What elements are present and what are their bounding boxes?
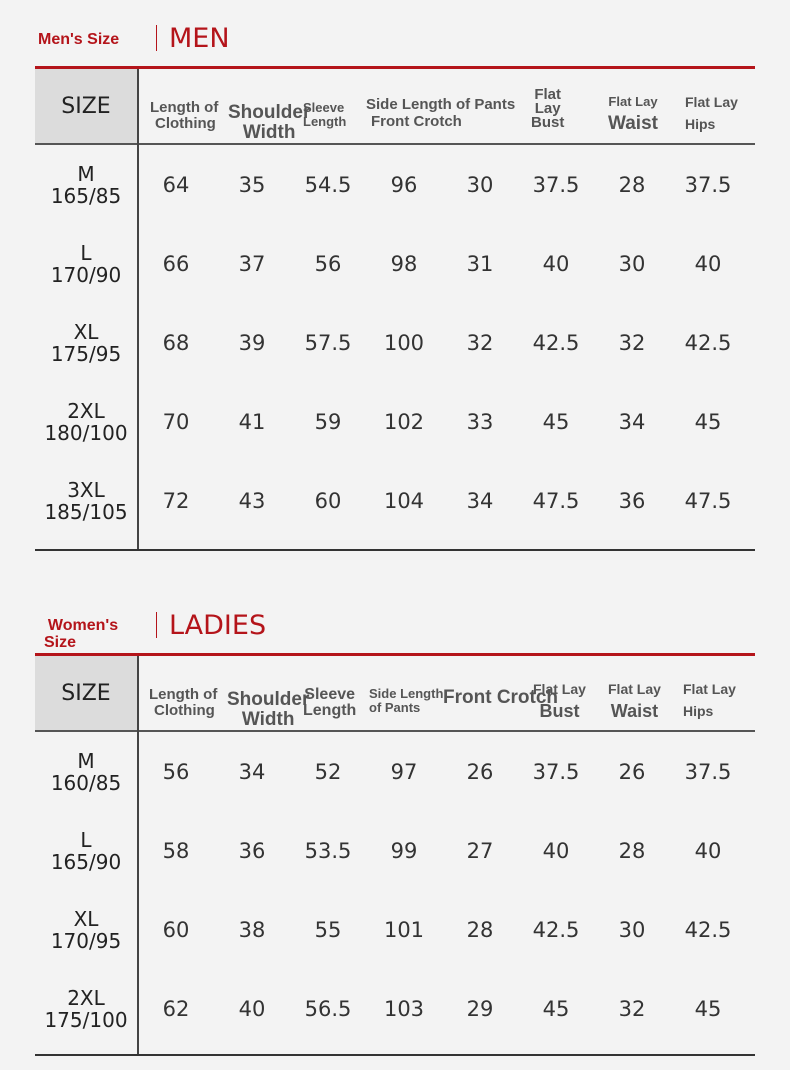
measurement-cell: 28	[466, 917, 494, 942]
row-size-cell	[35, 382, 137, 461]
measurement-cell: 40	[694, 251, 722, 276]
table-row	[35, 732, 755, 811]
measurement-cell: 30	[618, 917, 646, 942]
measurement-cell: 37.5	[532, 759, 580, 784]
header-sleeve-length: Sleeve Length	[303, 686, 357, 719]
row-size-cell	[35, 811, 137, 890]
table-header	[35, 69, 755, 145]
size-header: SIZE	[35, 656, 137, 730]
header-length-of-clothing: Length of Clothing	[149, 686, 218, 719]
measurement-cell: 62	[162, 996, 190, 1021]
measurement-cell: 36	[238, 838, 266, 863]
men-size-label: Men's Size	[38, 31, 120, 48]
measurement-cell: 72	[162, 488, 190, 513]
body-measurement: 175/100	[44, 1007, 128, 1032]
measurement-cell: 37.5	[532, 172, 580, 197]
measurement-cell: 26	[466, 759, 494, 784]
measurement-cell: 45	[694, 996, 722, 1021]
measurement-cell: 58	[162, 838, 190, 863]
measurement-cell: 40	[238, 996, 266, 1021]
body-measurement: 170/95	[50, 928, 122, 953]
header-length-of-clothing: Length of Clothing	[150, 99, 219, 132]
measurement-cell: 68	[162, 330, 190, 355]
table-row	[35, 145, 755, 224]
header-front-crotch: Front Crotch	[443, 687, 559, 708]
measurement-cell: 56	[162, 759, 190, 784]
men-title: MEN	[169, 23, 230, 54]
measurement-cell: 70	[162, 409, 190, 434]
measurement-cell: 41	[238, 409, 266, 434]
body-measurement: 165/90	[50, 849, 122, 874]
body-measurement: 185/105	[44, 499, 128, 524]
measurement-cell: 29	[466, 996, 494, 1021]
size-code: 2XL	[67, 985, 105, 1010]
measurement-cell: 37.5	[684, 172, 732, 197]
measurement-cell: 101	[383, 917, 425, 942]
header-sleeve-length: Sleeve Length	[303, 100, 347, 129]
measurement-cell: 45	[694, 409, 722, 434]
measurement-cell: 39	[238, 330, 266, 355]
header-shoulder-width: Shoulder Width	[227, 689, 310, 730]
measurement-cell: 47.5	[684, 488, 732, 513]
measurement-cell: 32	[466, 330, 494, 355]
header-flat-lay-bust: Flat Lay Bust	[531, 86, 565, 131]
measurement-cell: 104	[383, 488, 425, 513]
header-flat-lay-waist: Flat Lay Waist	[608, 681, 661, 721]
measurement-cell: 43	[238, 488, 266, 513]
row-size-cell	[35, 145, 137, 224]
table-row	[35, 969, 755, 1048]
measurement-cell: 98	[390, 251, 418, 276]
measurement-cell: 27	[466, 838, 494, 863]
table-header	[35, 656, 755, 732]
header-front-crotch: Front Crotch	[371, 113, 462, 130]
header-flat-lay-waist: Flat Lay Waist	[608, 94, 658, 134]
body-measurement: 170/90	[50, 262, 122, 287]
size-code: L	[80, 240, 92, 265]
men-title-row	[0, 0, 790, 60]
measurement-cell: 32	[618, 996, 646, 1021]
header-flat-lay-bust: Flat Lay Bust	[533, 681, 586, 721]
measurement-cell: 45	[542, 409, 570, 434]
women-title: LADIES	[169, 610, 267, 641]
row-size-cell	[35, 732, 137, 811]
row-size-cell	[35, 461, 137, 540]
size-code: M	[77, 748, 95, 773]
table-row	[35, 303, 755, 382]
measurement-cell: 66	[162, 251, 190, 276]
header-side-length-of-pants: Side Length of Pants	[369, 686, 444, 715]
measurement-cell: 34	[618, 409, 646, 434]
table-row	[35, 890, 755, 969]
body-measurement: 160/85	[50, 770, 122, 795]
measurement-cell: 38	[238, 917, 266, 942]
header-flat-lay-hips: Flat Lay Hips	[685, 94, 738, 132]
row-size-cell	[35, 969, 137, 1048]
measurement-cell: 55	[314, 917, 342, 942]
body-measurement: 180/100	[44, 420, 128, 445]
men-size-table	[35, 66, 755, 551]
measurement-cell: 28	[618, 172, 646, 197]
row-size-cell	[35, 890, 137, 969]
measurement-cell: 56	[314, 251, 342, 276]
body-measurement: 165/85	[50, 183, 122, 208]
body-measurement: 175/95	[50, 341, 122, 366]
measurement-cell: 97	[390, 759, 418, 784]
measurement-cell: 57.5	[304, 330, 352, 355]
table-row	[35, 461, 755, 540]
measurement-cell: 56.5	[304, 996, 352, 1021]
table-row	[35, 382, 755, 461]
measurement-cell: 31	[466, 251, 494, 276]
measurement-cell: 54.5	[304, 172, 352, 197]
measurement-cell: 30	[466, 172, 494, 197]
women-size-table	[35, 653, 755, 1056]
table-row	[35, 811, 755, 890]
size-code: XL	[73, 906, 99, 931]
measurement-cell: 99	[390, 838, 418, 863]
measurement-cell: 42.5	[532, 330, 580, 355]
measurement-cell: 102	[383, 409, 425, 434]
size-code: 2XL	[67, 398, 105, 423]
measurement-cell: 40	[542, 251, 570, 276]
measurement-cell: 59	[314, 409, 342, 434]
table-row	[35, 224, 755, 303]
women-size-label: Women's Size	[44, 617, 119, 651]
measurement-cell: 40	[694, 838, 722, 863]
size-code: L	[80, 827, 92, 852]
measurement-cell: 52	[314, 759, 342, 784]
header-flat-lay-hips: Flat Lay Hips	[683, 681, 736, 719]
measurement-cell: 60	[162, 917, 190, 942]
measurement-cell: 42.5	[684, 330, 732, 355]
measurement-cell: 33	[466, 409, 494, 434]
measurement-cell: 45	[542, 996, 570, 1021]
measurement-cell: 53.5	[304, 838, 352, 863]
measurement-cell: 34	[238, 759, 266, 784]
measurement-cell: 60	[314, 488, 342, 513]
measurement-cell: 35	[238, 172, 266, 197]
measurement-cell: 30	[618, 251, 646, 276]
title-divider	[156, 25, 157, 51]
measurement-cell: 26	[618, 759, 646, 784]
header-side-length-of-pants: Side Length of Pants	[366, 96, 516, 113]
header-shoulder-width: Shoulder Width	[228, 102, 311, 143]
measurement-cell: 100	[383, 330, 425, 355]
women-title-row	[0, 587, 790, 651]
measurement-cell: 40	[542, 838, 570, 863]
measurement-cell: 37.5	[684, 759, 732, 784]
row-size-cell	[35, 303, 137, 382]
size-code: 3XL	[67, 477, 105, 502]
measurement-cell: 42.5	[532, 917, 580, 942]
row-size-cell	[35, 224, 137, 303]
measurement-cell: 42.5	[684, 917, 732, 942]
measurement-cell: 64	[162, 172, 190, 197]
measurement-cell: 32	[618, 330, 646, 355]
measurement-cell: 47.5	[532, 488, 580, 513]
size-code: M	[77, 161, 95, 186]
size-header: SIZE	[35, 69, 137, 143]
measurement-cell: 37	[238, 251, 266, 276]
measurement-cell: 28	[618, 838, 646, 863]
measurement-cell: 34	[466, 488, 494, 513]
title-divider	[156, 612, 157, 638]
measurement-cell: 96	[390, 172, 418, 197]
measurement-cell: 103	[383, 996, 425, 1021]
measurement-cell: 36	[618, 488, 646, 513]
size-code: XL	[73, 319, 99, 344]
